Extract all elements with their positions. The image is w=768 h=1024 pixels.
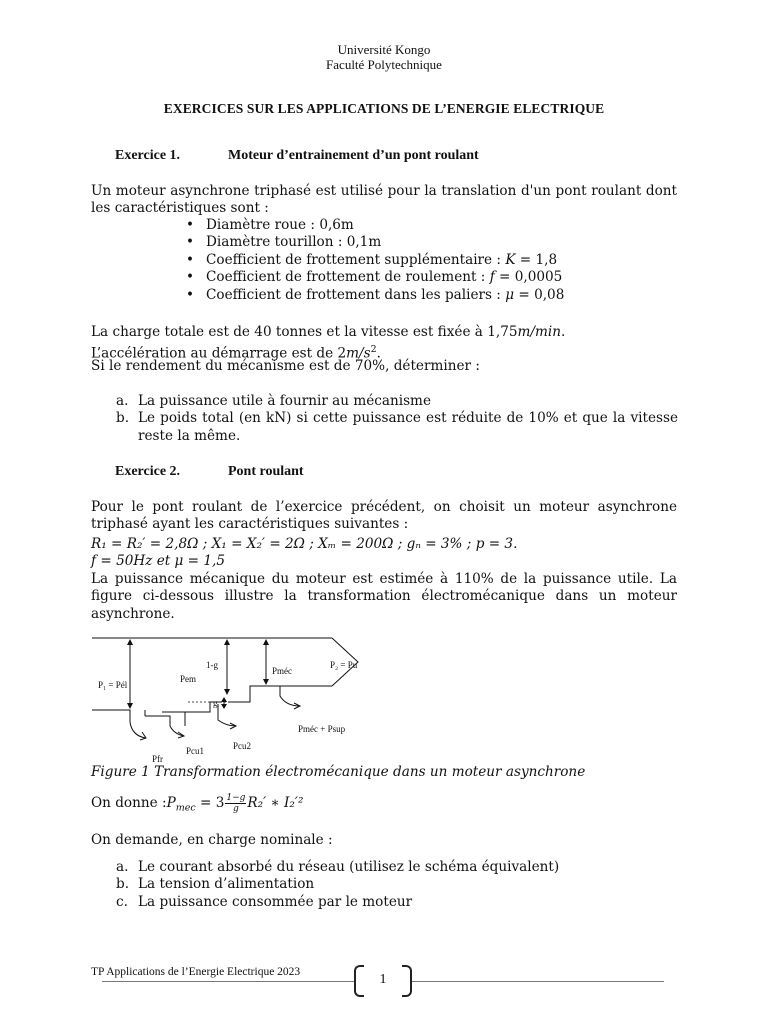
exercise1-name: Moteur d’entrainement d’un pont roulant [228,148,479,163]
question-item: a. Le courant absorbé du réseau (utilisez le schéma équivalent) [116,859,560,875]
exercise2-intro: Pour le pont roulant de l’exercice précédent, on choisit un moteur asynchrone triphasé ayant les caractéristiques suivantes : [91,499,677,533]
exercise1-number: Exercice 1. [115,148,181,163]
label-pem: Pem [180,674,197,684]
exercise1-characteristics [186,217,564,304]
mechanical-power-text: La puissance mécanique du moteur est estimée à 110% de la puissance utile. La figure ci-dessous illustre la transformation électromécanique dans un moteur asynchrone. [91,571,677,622]
acceleration-line: L’accélération au démarrage est de $2m/s^2$. [91,344,381,362]
exercise1-intro: Un moteur asynchrone triphasé est utilisé pour la translation d'un pont roulant dont les caractéristiques sont : [91,183,677,217]
exercise2-name: Pont roulant [228,464,304,479]
label-pfr: Pfr [152,754,163,764]
label-p2: P₂ = Pu [330,660,358,670]
document-title: EXERCICES SUR LES APPLICATIONS DE L’ENERGIE ELECTRIQUE [163,101,605,116]
given-formula: On donne $:P_{mec} = 3$ $\frac{1-g}{g}$ R₂′ ∗ I₂′² [91,793,304,814]
fraction: $\frac{1-g}{g}$ [226,793,246,814]
page-header [0,42,768,72]
exercise2-number: Exercice 2. [115,464,181,479]
load-line: La charge totale est de 40 tonnes et la vitesse est fixée à 1,75m/min. [91,324,566,340]
params-line2: f = 50Hz et μ = 1,5 [91,553,226,569]
label-pmec-sup: Pméc + Psup [298,724,346,734]
bullet-item: • Coefficient de frottement dans les paliers : μ = 0,08 [186,287,564,304]
page-number: 1 [352,965,414,995]
label-g: g [213,698,218,708]
bullet-item: • Coefficient de frottement de roulement : f = 0,0005 [186,269,564,286]
demand-line: On demande, en charge nominale : [91,832,333,848]
label-one-minus-g: 1-g [206,660,218,670]
label-pcu2: Pcu2 [233,741,251,751]
params-line1: R₁ = R₂′ = 2,8Ω ; X₁ = X₂′ = 2Ω ; Xₘ = 200Ω ; gₙ = 3% ; p = 3. [91,536,518,552]
efficiency-line: Si le rendement du mécanisme est de 70%, déterminer : [91,358,480,374]
question-item: b. La tension d’alimentation [116,876,315,893]
label-pmec: Pméc [272,666,292,676]
footer-text: TP Applications de l’Energie Electrique 2023 [91,966,301,978]
university-name: Université Kongo [337,42,431,57]
bullet-item: • Coefficient de frottement supplémentaire : K = 1,8 [186,252,564,269]
exercise1-questions [116,393,678,445]
label-pcu1: Pcu1 [186,746,204,756]
question-item: b. Le poids total (en kN) si cette puissance est réduite de 10% et que la vitesse reste la même. [116,410,678,444]
exercise2-questions [116,859,678,911]
faculty-name: Faculté Polytechnique [326,57,442,72]
bullet-item: • Diamètre tourillon : 0,1m [186,234,564,251]
footer-divider [102,981,355,982]
footer-divider [412,981,664,982]
figure-caption: Figure 1 Transformation électromécanique dans un moteur asynchrone [91,764,586,780]
exercise2-heading [115,464,304,480]
power-flow-diagram [90,626,370,766]
question-item: c. La puissance consommée par le moteur [116,893,413,910]
exercise1-heading [115,148,479,164]
bullet-item: • Diamètre roue : 0,6m [186,217,564,234]
label-p1: P₁ = Pél [98,680,128,690]
question-item: a. La puissance utile à fournir au mécanisme [116,393,431,409]
